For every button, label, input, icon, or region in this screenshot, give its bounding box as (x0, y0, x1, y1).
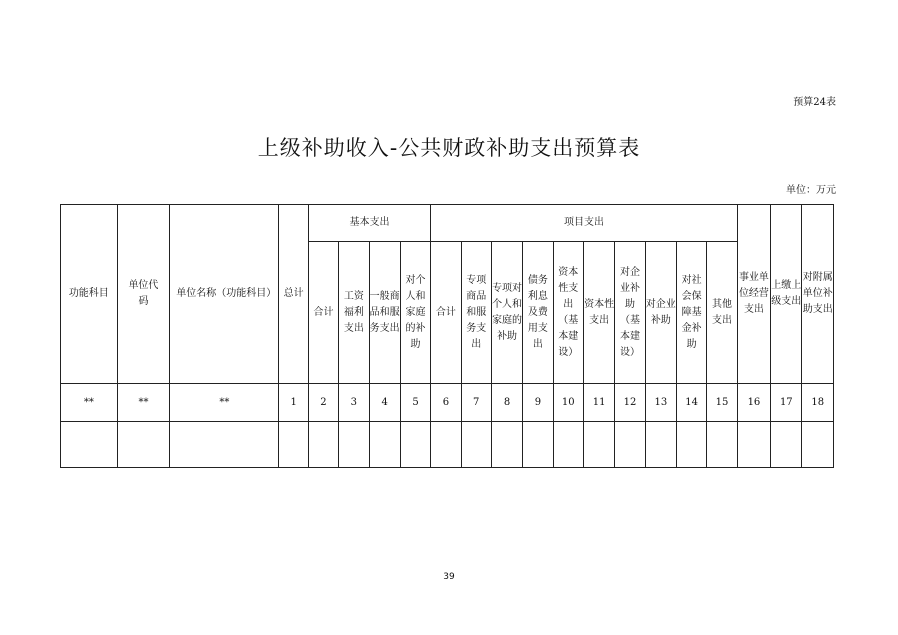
column-number-cell: ** (117, 384, 170, 422)
column-number-cell: 9 (523, 384, 553, 422)
column-number-cell: 15 (707, 384, 737, 422)
data-cell (308, 422, 338, 468)
data-cell (279, 422, 308, 468)
header-basic-col: 对个人和家庭的补助 (400, 242, 430, 384)
header-unit-name: 单位名称（功能科目） (170, 205, 279, 384)
header-project-col: 专项对个人和家庭的补助 (491, 242, 522, 384)
header-basic-group: 基本支出 (308, 205, 430, 242)
header-project-col: 资本性支出（基本建设） (553, 242, 583, 384)
data-cell (583, 422, 614, 468)
page-number: 39 (443, 572, 455, 582)
header-upper-pay: 上缴上级支出 (771, 205, 802, 384)
header-project-col: 合计 (431, 242, 461, 384)
column-number-cell: 12 (615, 384, 645, 422)
data-cell (553, 422, 583, 468)
column-number-cell: ** (61, 384, 118, 422)
column-number-cell: 5 (400, 384, 430, 422)
data-cell (707, 422, 737, 468)
header-project-col: 对企业补助 (645, 242, 676, 384)
column-number-cell: 11 (583, 384, 614, 422)
data-cell (61, 422, 118, 468)
data-cell (369, 422, 400, 468)
column-number-cell: 14 (677, 384, 707, 422)
data-cell (339, 422, 369, 468)
column-number-cell: 2 (308, 384, 338, 422)
header-total: 总计 (279, 205, 308, 384)
data-cell (117, 422, 170, 468)
header-project-col: 对企业补助（基本建设） (615, 242, 645, 384)
column-number-cell: ** (170, 384, 279, 422)
budget-table (60, 204, 834, 468)
header-project-col: 资本性支出 (583, 242, 614, 384)
column-number-cell: 13 (645, 384, 676, 422)
column-number-row (61, 384, 834, 422)
header-affiliated: 对附属单位补助支出 (802, 205, 834, 384)
header-basic-col: 工资福利支出 (339, 242, 369, 384)
data-cell (615, 422, 645, 468)
data-cell (400, 422, 430, 468)
column-number-cell: 18 (802, 384, 834, 422)
data-cell (802, 422, 834, 468)
data-cell (461, 422, 491, 468)
header-func-subject: 功能科目 (61, 205, 118, 384)
data-cell (737, 422, 770, 468)
column-number-cell: 4 (369, 384, 400, 422)
header-project-col: 其他支出 (707, 242, 737, 384)
column-number-cell: 10 (553, 384, 583, 422)
header-basic-col: 合计 (308, 242, 338, 384)
column-number-cell: 6 (431, 384, 461, 422)
header-basic-col: 一般商品和服务支出 (369, 242, 400, 384)
data-cell (431, 422, 461, 468)
column-number-cell: 17 (771, 384, 802, 422)
header-project-col: 专项商品和服务支出 (461, 242, 491, 384)
data-cell (523, 422, 553, 468)
data-cell (771, 422, 802, 468)
data-cell (491, 422, 522, 468)
table-number-label: 预算24表 (793, 97, 836, 108)
table-row-empty (61, 422, 834, 468)
column-number-cell: 8 (491, 384, 522, 422)
column-number-cell: 1 (279, 384, 308, 422)
data-cell (645, 422, 676, 468)
header-project-col: 对社会保障基金补助 (677, 242, 707, 384)
column-number-cell: 16 (737, 384, 770, 422)
data-cell (677, 422, 707, 468)
column-number-cell: 7 (461, 384, 491, 422)
header-unit-code: 单位代码 (117, 205, 170, 384)
page-title: 上级补助收入-公共财政补助支出预算表 (257, 136, 641, 160)
header-project-group: 项目支出 (431, 205, 738, 242)
column-number-cell: 3 (339, 384, 369, 422)
header-project-col: 债务利息及费用支出 (523, 242, 553, 384)
header-enterprise-op: 事业单位经营支出 (737, 205, 770, 384)
data-cell (170, 422, 279, 468)
unit-label: 单位：万元 (786, 185, 836, 196)
